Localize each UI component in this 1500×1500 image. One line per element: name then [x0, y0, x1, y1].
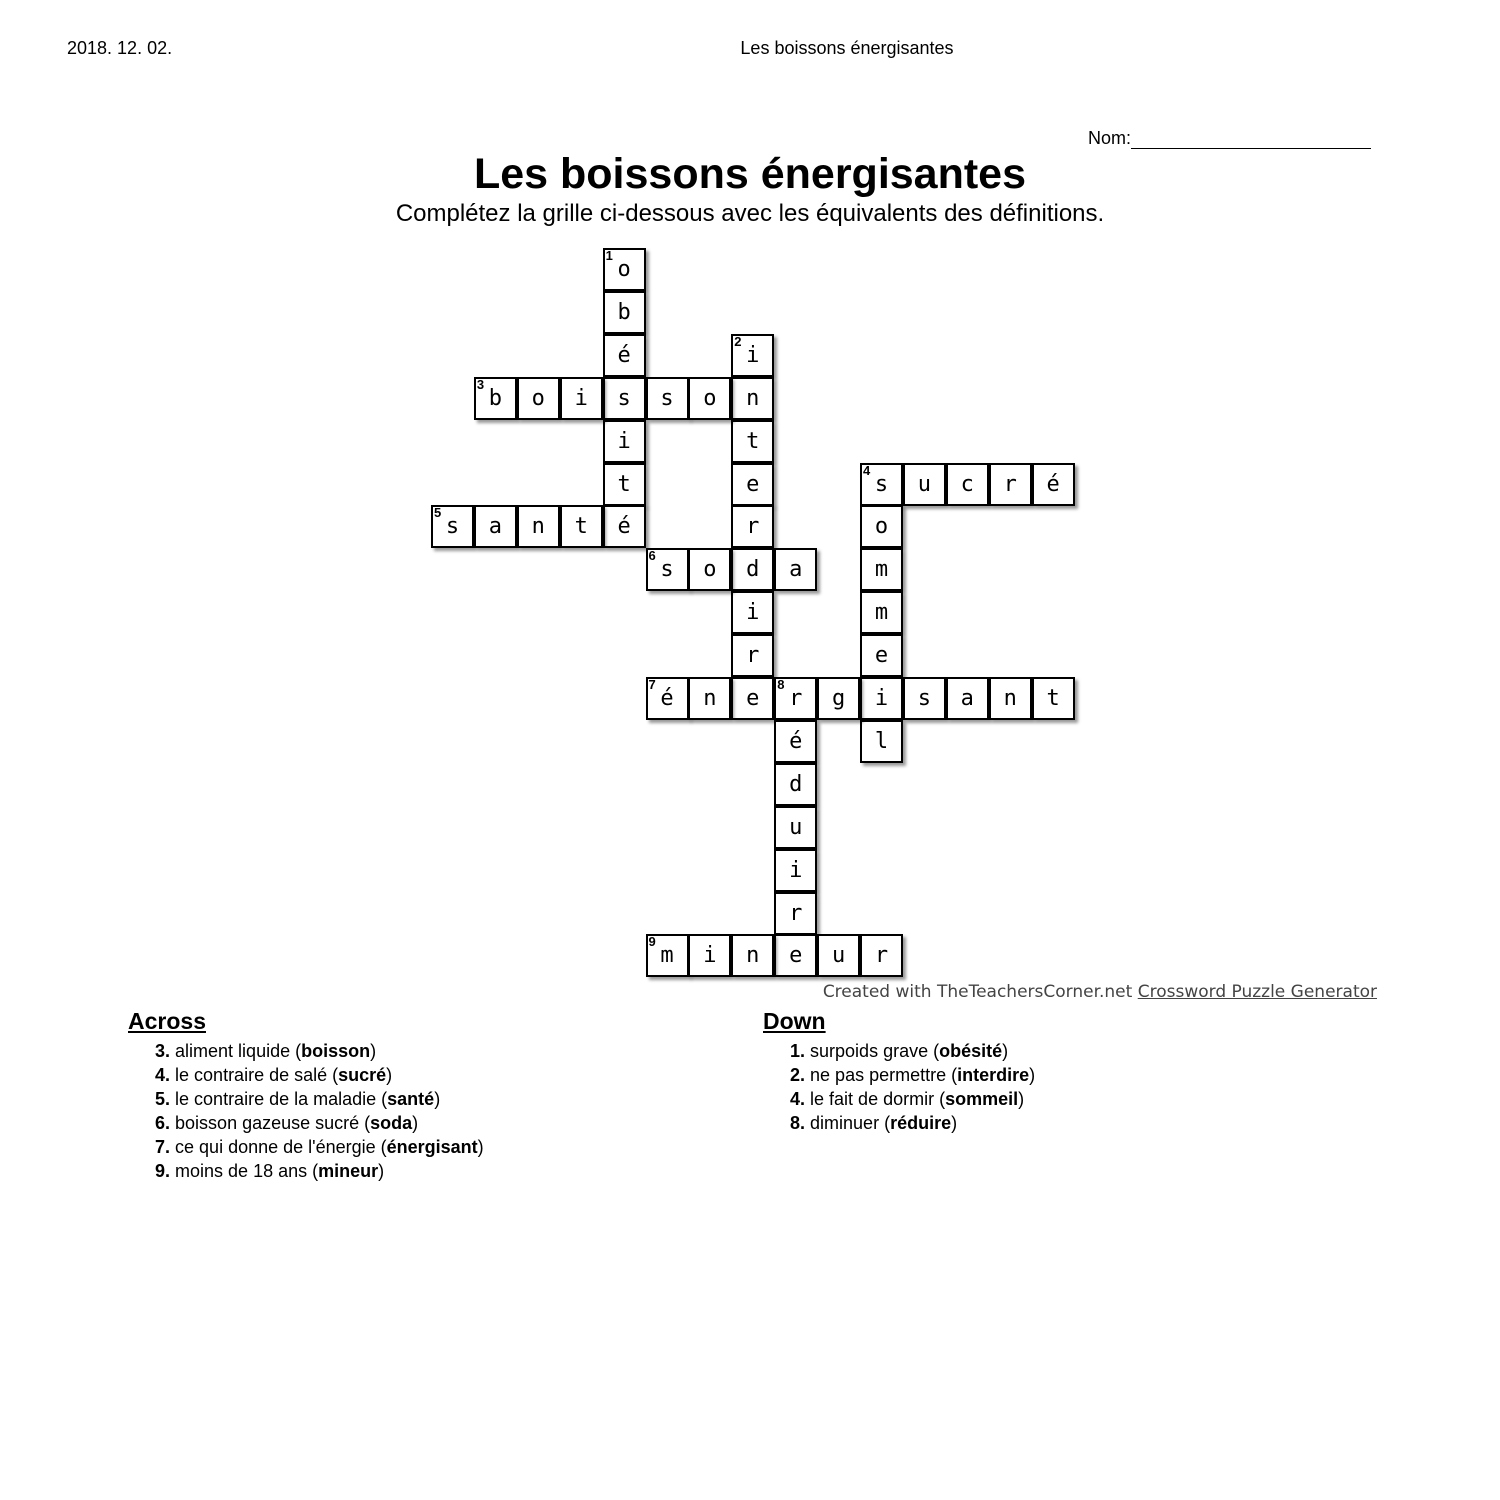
- down-clue: 4. le fait de dormir (sommeil): [790, 1089, 1025, 1109]
- cell-letter: i: [703, 943, 717, 969]
- cell-letter: s: [617, 385, 631, 411]
- cell-letter: d: [789, 771, 803, 797]
- down-clue: 8. diminuer (réduire): [790, 1113, 958, 1133]
- clue-answer: interdire: [957, 1065, 1030, 1085]
- grid-cell[interactable]: [603, 377, 646, 420]
- cell-letter: i: [746, 342, 760, 368]
- cell-letter: i: [746, 600, 760, 626]
- clue-number: 4.: [790, 1089, 806, 1109]
- cell-letter: r: [746, 643, 760, 669]
- grid-cell[interactable]: [774, 548, 817, 591]
- cell-letter: r: [874, 943, 889, 969]
- grid-cell[interactable]: [731, 591, 774, 634]
- down-heading: Down: [763, 1008, 826, 1034]
- grid-cell[interactable]: [774, 892, 817, 935]
- clue-text: le fait de dormir: [810, 1089, 935, 1109]
- cell-letter: é: [617, 514, 631, 540]
- grid-cell[interactable]: [603, 505, 646, 548]
- cell-letter: n: [1003, 686, 1017, 711]
- cell-letter: é: [660, 686, 674, 711]
- grid-cell[interactable]: [989, 677, 1032, 720]
- down-list: [763, 1039, 1035, 1135]
- across-clue: 7. ce qui donne de l'énergie (énergisant): [155, 1137, 484, 1157]
- clue-text: boisson gazeuse sucré: [175, 1113, 360, 1133]
- cell-letter: a: [960, 686, 974, 711]
- grid-cell[interactable]: [731, 377, 774, 420]
- clue-number: 7: [648, 677, 656, 692]
- grid-cell[interactable]: [731, 548, 774, 591]
- across-clues: [128, 1008, 484, 1183]
- cell-letter: i: [617, 428, 631, 454]
- grid-cell[interactable]: [603, 334, 646, 377]
- grid-cell[interactable]: [731, 334, 774, 377]
- cell-letter: e: [789, 943, 803, 969]
- cell-letter: o: [703, 385, 717, 411]
- cell-letter: s: [660, 385, 674, 411]
- grid-cell[interactable]: [774, 934, 817, 977]
- clue-number: 8: [777, 677, 785, 692]
- cell-letter: o: [531, 385, 545, 411]
- grid-cell[interactable]: [646, 548, 689, 591]
- grid-cell[interactable]: [731, 934, 774, 977]
- cell-letter: t: [574, 514, 588, 540]
- clue-number: 9: [648, 934, 656, 950]
- grid-cell[interactable]: [903, 677, 946, 720]
- grid-cell[interactable]: [517, 505, 560, 548]
- clue-text: moins de 18 ans: [175, 1161, 308, 1181]
- clue-number: 7.: [155, 1137, 171, 1157]
- grid-cell[interactable]: [860, 934, 903, 977]
- grid-cell[interactable]: [860, 463, 903, 506]
- page-title: Les boissons énergisantes: [473, 150, 1027, 198]
- clue-number: 5.: [155, 1089, 171, 1109]
- name-label: Nom:: [1088, 128, 1132, 148]
- grid-cell[interactable]: [774, 677, 817, 720]
- cell-letter: i: [574, 385, 588, 411]
- grid-cell[interactable]: [731, 505, 774, 548]
- cell-letter: s: [874, 471, 889, 497]
- cell-letter: s: [917, 686, 932, 711]
- grid-cell[interactable]: [860, 505, 903, 548]
- grid-cell[interactable]: [817, 934, 860, 977]
- credit-text: Created with TheTeachersCorner.net: [822, 982, 1133, 1002]
- grid-cell[interactable]: [774, 763, 817, 806]
- cell-letter: o: [703, 557, 717, 583]
- cell-letter: m: [874, 557, 889, 583]
- grid-cell[interactable]: [731, 634, 774, 677]
- clue-text: le contraire de la maladie: [175, 1089, 377, 1109]
- clue-answer: santé: [387, 1089, 435, 1109]
- grid-cell[interactable]: [688, 548, 731, 591]
- grid-cell[interactable]: [688, 377, 731, 420]
- grid-cell[interactable]: [517, 377, 560, 420]
- cell-letter: n: [703, 686, 717, 711]
- clue-number: 3.: [155, 1041, 171, 1061]
- cell-letter: é: [1046, 471, 1060, 497]
- cell-letter: t: [617, 471, 631, 497]
- across-clue: 9. moins de 18 ans (mineur): [155, 1161, 385, 1181]
- grid-cell[interactable]: [474, 377, 517, 420]
- across-clue: 5. le contraire de la maladie (santé): [155, 1089, 441, 1109]
- grid-cell[interactable]: [860, 634, 903, 677]
- grid-cell[interactable]: [688, 934, 731, 977]
- cell-letter: r: [789, 686, 803, 711]
- cell-letter: m: [874, 600, 889, 626]
- cell-letter: b: [488, 385, 503, 411]
- cell-letter: r: [789, 900, 803, 926]
- across-clue: 4. le contraire de salé (sucré): [155, 1065, 393, 1085]
- grid-cell[interactable]: [731, 463, 774, 506]
- clue-answer: soda: [370, 1113, 413, 1133]
- grid-cell[interactable]: [646, 934, 689, 977]
- cell-letter: b: [617, 299, 631, 325]
- cell-letter: r: [1003, 471, 1017, 497]
- across-list: [128, 1039, 484, 1183]
- clue-number: 2.: [790, 1065, 806, 1085]
- clue-text: aliment liquide: [175, 1041, 291, 1061]
- clue-answer: sucré: [338, 1065, 387, 1085]
- clue-text: ne pas permettre: [810, 1065, 947, 1085]
- cell-letter: n: [746, 385, 760, 411]
- grid-cell[interactable]: [603, 248, 646, 291]
- cell-letter: u: [917, 471, 932, 497]
- grid-cell[interactable]: [860, 720, 903, 763]
- clue-number: 6.: [155, 1113, 171, 1133]
- cell-letter: a: [488, 514, 503, 540]
- cell-letter: n: [746, 943, 760, 969]
- cell-letter: o: [874, 514, 889, 540]
- grid-cell[interactable]: [817, 677, 860, 720]
- clue-answer: obésité: [939, 1041, 1003, 1061]
- clue-number: 2: [734, 333, 742, 349]
- grid-cell[interactable]: [774, 849, 817, 892]
- grid-cell[interactable]: [903, 463, 946, 506]
- cell-letter: s: [660, 557, 674, 583]
- header-date: 2018. 12. 02.: [67, 38, 173, 58]
- cell-letter: o: [617, 257, 631, 282]
- cell-letter: u: [831, 943, 846, 969]
- clue-number: 1.: [790, 1041, 806, 1061]
- grid-cell[interactable]: [1032, 677, 1075, 720]
- credit-line: [823, 982, 1377, 1002]
- cell-letter: r: [746, 514, 760, 540]
- grid-cell[interactable]: [431, 505, 474, 548]
- clue-answer: mineur: [318, 1161, 379, 1181]
- clue-text: surpoids grave: [810, 1041, 929, 1061]
- clue-number: 4.: [155, 1065, 171, 1085]
- grid-cell[interactable]: [646, 377, 689, 420]
- clue-answer: boisson: [301, 1041, 371, 1061]
- down-clues: [763, 1008, 1035, 1135]
- clue-number: 6: [648, 548, 656, 564]
- clue-text: diminuer: [810, 1113, 880, 1133]
- grid-cell[interactable]: [603, 291, 646, 334]
- cell-letter: u: [789, 814, 803, 840]
- grid-cell[interactable]: [646, 677, 689, 720]
- cell-letter: é: [789, 728, 803, 754]
- cell-letter: e: [874, 643, 889, 669]
- cell-letter: s: [445, 514, 460, 540]
- cell-letter: i: [874, 686, 889, 711]
- clue-answer: énergisant: [386, 1137, 478, 1157]
- clue-number: 8.: [790, 1113, 806, 1133]
- grid-cell[interactable]: [688, 677, 731, 720]
- cell-letter: d: [746, 557, 760, 583]
- clue-number: 1: [605, 248, 613, 263]
- clue-answer: sommeil: [945, 1089, 1019, 1109]
- cell-letter: g: [831, 686, 846, 711]
- cell-letter: t: [746, 428, 760, 454]
- grid-cell[interactable]: [946, 677, 989, 720]
- grid-cell[interactable]: [860, 677, 903, 720]
- cell-letter: m: [660, 943, 674, 969]
- cell-letter: t: [1046, 686, 1060, 711]
- grid-cell[interactable]: [560, 377, 603, 420]
- grid-cell[interactable]: [946, 463, 989, 506]
- grid-cell[interactable]: [774, 806, 817, 849]
- clue-number: 3: [476, 376, 485, 392]
- grid-cell[interactable]: [860, 548, 903, 591]
- across-heading: Across: [128, 1008, 206, 1034]
- down-clue: 2. ne pas permettre (interdire): [790, 1065, 1036, 1085]
- grid-cell[interactable]: [989, 463, 1032, 506]
- grid-cell[interactable]: [731, 420, 774, 463]
- credit-link[interactable]: Crossword Puzzle Generator: [1137, 982, 1377, 1002]
- clue-number: 9.: [155, 1161, 171, 1181]
- grid-cell[interactable]: [731, 677, 774, 720]
- cell-letter: i: [789, 857, 803, 883]
- grid-cell[interactable]: [603, 463, 646, 506]
- grid-cell[interactable]: [860, 591, 903, 634]
- clue-text: le contraire de salé: [175, 1065, 328, 1085]
- grid-cell[interactable]: [474, 505, 517, 548]
- header-title: Les boissons énergisantes: [740, 38, 954, 58]
- across-clue: 6. boisson gazeuse sucré (soda): [155, 1113, 419, 1133]
- across-clue: 3. aliment liquide (boisson): [155, 1041, 377, 1061]
- clue-answer: réduire: [890, 1113, 952, 1133]
- cell-letter: a: [789, 557, 803, 583]
- page-subtitle: Complétez la grille ci-dessous avec les équivalents des définitions.: [395, 200, 1105, 227]
- clue-number: 5: [434, 505, 442, 521]
- cell-letter: é: [617, 342, 631, 368]
- clue-number: 4: [863, 462, 871, 478]
- grid-cell[interactable]: [774, 720, 817, 763]
- cell-letter: e: [746, 686, 760, 711]
- grid-cell[interactable]: [560, 505, 603, 548]
- down-clue: 1. surpoids grave (obésité): [790, 1041, 1009, 1061]
- grid-cell[interactable]: [603, 420, 646, 463]
- clue-text: ce qui donne de l'énergie: [175, 1137, 376, 1157]
- cell-letter: c: [960, 471, 974, 497]
- grid-cell[interactable]: [1032, 463, 1075, 506]
- cell-letter: n: [531, 514, 545, 540]
- cell-letter: e: [746, 471, 760, 497]
- cell-letter: l: [874, 728, 889, 754]
